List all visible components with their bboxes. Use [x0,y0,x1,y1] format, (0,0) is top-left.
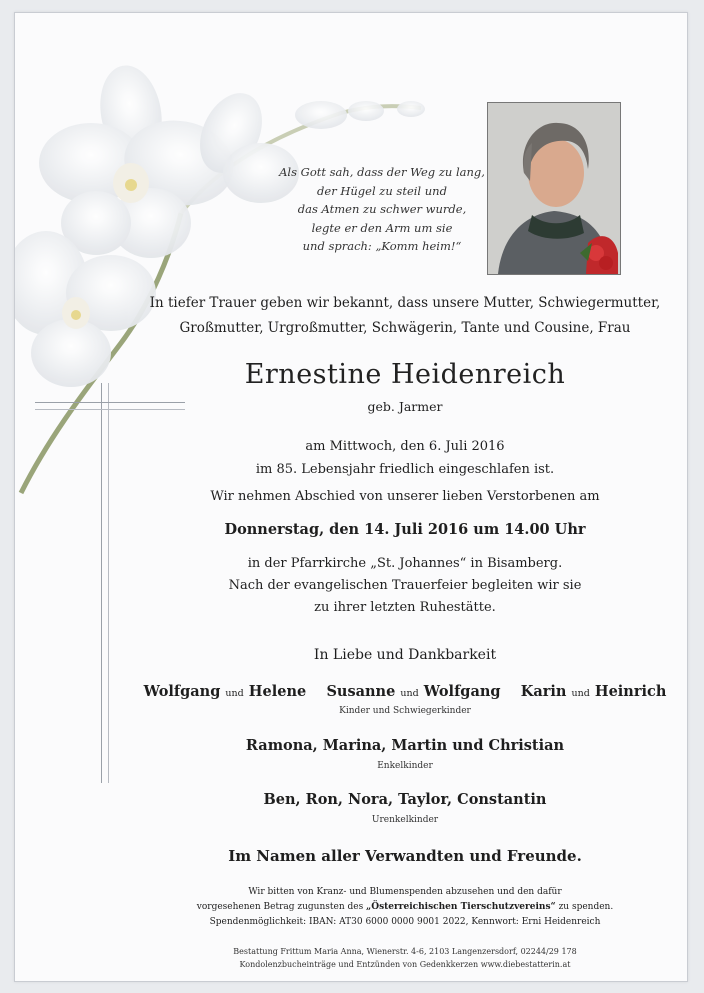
und-word: und [225,688,244,699]
note-text: vorgesehenen Betrag zugunsten des [196,902,367,912]
maiden-name: geb. Jarmer [367,399,443,414]
charity-name: „Österreichischen Tierschutzvereins“ [366,902,556,912]
poem-line: legte er den Arm um sie [311,220,453,235]
cross-vertical-line [108,383,109,783]
grandchildren-caption: Enkelkinder [377,761,433,771]
child-name: Karin [520,683,567,700]
child-name: Wolfgang [423,683,501,700]
poem-line: das Atmen zu schwer wurde, [297,202,467,216]
portrait-image [488,103,620,274]
condolence-line: Kondolenzbucheinträge und Entzünden von Gedenkkerzen www.diebestatterin.at [239,960,571,969]
und-word: und [571,688,590,699]
poem [277,163,487,256]
great-grandchildren-names: Ben, Ron, Nora, Taylor, Constantin [263,791,547,808]
grandchildren-names: Ramona, Marina, Martin und Christian [245,737,565,754]
death-age: im 85. Lebensjahr friedlich eingeschlafen ist. [255,462,555,477]
note-line: Wir bitten von Kranz- und Blumenspenden abzusehen und den dafür [248,887,562,897]
poem-line: und sprach: „Komm heim!“ [302,239,462,253]
poem-line: der Hügel zu steil und [317,183,447,198]
children-caption: Kinder und Schwiegerkinder [339,706,471,716]
funeral-home-line: Bestattung Frittum Maria Anna, Wienerstr. 4-6, 2103 Langenzersdorf, 02244/29 178 [233,947,577,956]
deceased-name: Ernestine Heidenreich [244,359,566,390]
place-line: in der Pfarrkirche „St. Johannes“ in Bisamberg. [247,556,563,571]
child-name: Helene [248,683,307,700]
place-line: zu ihrer letzten Ruhestätte. [314,600,496,615]
intro-line: Großmutter, Urgroßmutter, Schwägerin, Tante und Cousine, Frau [179,320,631,336]
obituary-sheet [14,12,688,982]
donation-note [125,885,685,930]
note-line [125,900,685,915]
love-line: In Liebe und Dankbarkeit [313,647,497,663]
farewell-text: Wir nehmen Abschied von unserer lieben Verstorbenen am [210,489,600,504]
funeral-date: Donnerstag, den 14. Juli 2016 um 14.00 Uhr [224,521,586,538]
death-info [125,435,685,481]
child-name: Wolfgang [143,683,221,700]
closing-line: Im Namen aller Verwandten und Freunde. [228,847,582,865]
iban-line: Spendenmöglichkeit: IBAN: AT30 6000 0000 9001 2022, Kennwort: Erni Heidenreich [209,917,601,927]
note-text: zu spenden. [555,902,614,912]
cross-vertical-line [101,383,102,783]
funeral-place [125,553,685,619]
portrait-photo [487,102,621,275]
intro-line: In tiefer Trauer geben wir bekannt, dass unsere Mutter, Schwiegermutter, [149,295,661,311]
place-line: Nach der evangelischen Trauerfeier begleiten wir sie [228,578,582,593]
death-date: am Mittwoch, den 6. Juli 2016 [305,439,505,454]
children-names [125,683,685,700]
und-word: und [400,688,419,699]
child-name: Susanne [326,683,396,700]
intro-text [125,291,685,341]
poem-line: Als Gott sah, dass der Weg zu lang, [279,165,485,179]
child-name: Heinrich [594,683,667,700]
funeral-home-info [125,945,685,971]
great-grandchildren-caption: Urenkelkinder [371,815,439,825]
